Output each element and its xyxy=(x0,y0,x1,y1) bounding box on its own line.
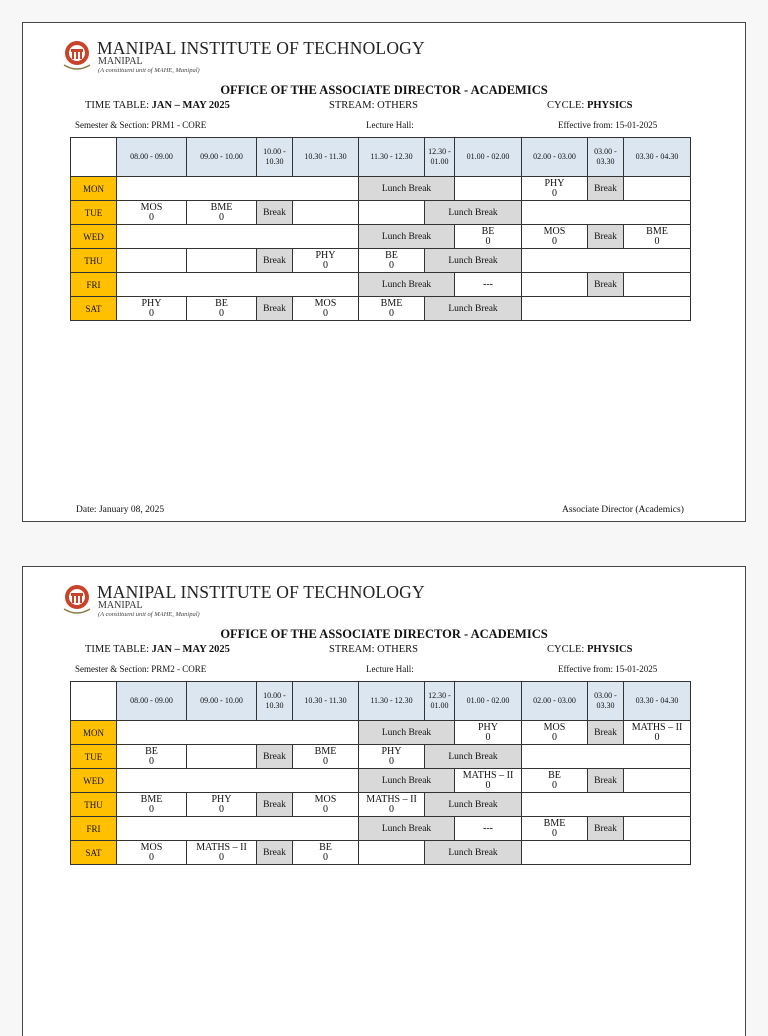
day-label: SAT xyxy=(71,841,117,865)
empty-cell xyxy=(522,841,691,865)
break-cell: Break xyxy=(588,273,624,297)
table-row xyxy=(71,177,691,201)
lunch-break-cell: Lunch Break xyxy=(425,841,522,865)
slot-header: 12.30 - 01.00 xyxy=(425,682,455,721)
class-cell: BME 0 xyxy=(293,745,359,769)
empty-cell xyxy=(522,297,691,321)
lunch-break-cell: Lunch Break xyxy=(359,225,455,249)
day-label: TUE xyxy=(71,201,117,225)
break-cell: Break xyxy=(257,297,293,321)
empty-cell xyxy=(187,249,257,273)
class-cell: PHY 0 xyxy=(117,297,187,321)
class-cell: BE 0 xyxy=(187,297,257,321)
stream-label: STREAM: OTHERS xyxy=(329,100,418,111)
class-cell: MATHS – II 0 xyxy=(359,793,425,817)
table-row xyxy=(71,745,691,769)
table-row xyxy=(71,841,691,865)
slot-header: 03.00 - 03.30 xyxy=(588,138,624,177)
institute-note: (A constituent unit of MAHE, Manipal) xyxy=(98,611,200,618)
class-cell: BE 0 xyxy=(522,769,588,793)
break-cell: Break xyxy=(588,817,624,841)
lunch-break-cell: Lunch Break xyxy=(425,745,522,769)
slot-header: 01.00 - 02.00 xyxy=(455,682,522,721)
class-cell: PHY 0 xyxy=(293,249,359,273)
institute-header xyxy=(61,583,425,623)
break-cell: Break xyxy=(257,793,293,817)
break-cell: Break xyxy=(257,841,293,865)
institute-header xyxy=(61,39,425,79)
class-cell: PHY 0 xyxy=(522,177,588,201)
table-row xyxy=(71,721,691,745)
empty-cell xyxy=(522,273,588,297)
day-label: MON xyxy=(71,177,117,201)
lunch-break-cell: Lunch Break xyxy=(359,721,455,745)
slot-header: 03.30 - 04.30 xyxy=(624,682,691,721)
slot-header: 01.00 - 02.00 xyxy=(455,138,522,177)
empty-cell xyxy=(117,177,359,201)
lunch-break-cell: Lunch Break xyxy=(425,793,522,817)
table-row xyxy=(71,225,691,249)
dash-cell: --- xyxy=(455,817,522,841)
empty-cell xyxy=(117,817,359,841)
table-row xyxy=(71,201,691,225)
header-row xyxy=(71,682,691,721)
day-label: SAT xyxy=(71,297,117,321)
class-cell: BME 0 xyxy=(359,297,425,321)
slot-header: 08.00 - 09.00 xyxy=(117,138,187,177)
class-cell: MOS 0 xyxy=(293,297,359,321)
class-cell: PHY 0 xyxy=(359,745,425,769)
slot-header: 09.00 - 10.00 xyxy=(187,138,257,177)
break-cell: Break xyxy=(257,745,293,769)
cycle-label: CYCLE: PHYSICS xyxy=(547,100,633,111)
empty-cell xyxy=(624,817,691,841)
class-cell: BE 0 xyxy=(359,249,425,273)
class-cell: BME 0 xyxy=(187,201,257,225)
table-row xyxy=(71,297,691,321)
corner-cell xyxy=(71,138,117,177)
class-cell: BME 0 xyxy=(117,793,187,817)
class-cell: BME 0 xyxy=(522,817,588,841)
empty-cell xyxy=(117,769,359,793)
lecture-hall: Lecture Hall: xyxy=(366,120,414,130)
lunch-break-cell: Lunch Break xyxy=(359,817,455,841)
cycle-label: CYCLE: PHYSICS xyxy=(547,644,633,655)
effective-date: Effective from: 15-01-2025 xyxy=(558,664,658,674)
institute-name: MANIPAL INSTITUTE OF TECHNOLOGY xyxy=(97,582,425,602)
office-title: OFFICE OF THE ASSOCIATE DIRECTOR - ACADEMICS xyxy=(220,627,548,641)
empty-cell xyxy=(359,841,425,865)
empty-cell xyxy=(293,201,359,225)
day-label: TUE xyxy=(71,745,117,769)
effective-date: Effective from: 15-01-2025 xyxy=(558,120,658,130)
break-cell: Break xyxy=(588,721,624,745)
slot-header: 03.00 - 03.30 xyxy=(588,682,624,721)
timetable-period: TIME TABLE: JAN – MAY 2025 xyxy=(85,644,230,655)
day-label: FRI xyxy=(71,817,117,841)
slot-header: 08.00 - 09.00 xyxy=(117,682,187,721)
office-title: OFFICE OF THE ASSOCIATE DIRECTOR - ACADEMICS xyxy=(220,83,548,97)
header-row xyxy=(71,138,691,177)
timetable-period: TIME TABLE: JAN – MAY 2025 xyxy=(85,100,230,111)
break-cell: Break xyxy=(588,225,624,249)
table-row xyxy=(71,793,691,817)
class-cell: MOS 0 xyxy=(117,201,187,225)
day-label: THU xyxy=(71,249,117,273)
lunch-break-cell: Lunch Break xyxy=(425,201,522,225)
day-label: FRI xyxy=(71,273,117,297)
table-row xyxy=(71,249,691,273)
institute-name: MANIPAL INSTITUTE OF TECHNOLOGY xyxy=(97,38,425,58)
class-cell: MOS 0 xyxy=(293,793,359,817)
empty-cell xyxy=(624,273,691,297)
dash-cell: --- xyxy=(455,273,522,297)
institute-note: (A constituent unit of MAHE, Manipal) xyxy=(98,67,200,74)
timetable-page-2 xyxy=(22,566,746,1036)
issue-date: Date: January 08, 2025 xyxy=(76,505,165,515)
table-row xyxy=(71,769,691,793)
slot-header: 11.30 - 12.30 xyxy=(359,682,425,721)
institute-logo-icon xyxy=(61,583,93,617)
lunch-break-cell: Lunch Break xyxy=(359,273,455,297)
empty-cell xyxy=(117,225,359,249)
empty-cell xyxy=(522,793,691,817)
timetable-page-1 xyxy=(22,22,746,522)
day-label: MON xyxy=(71,721,117,745)
lunch-break-cell: Lunch Break xyxy=(425,297,522,321)
break-cell: Break xyxy=(257,201,293,225)
slot-header: 02.00 - 03.00 xyxy=(522,682,588,721)
table-row xyxy=(71,817,691,841)
lunch-break-cell: Lunch Break xyxy=(359,769,455,793)
institute-subname: MANIPAL xyxy=(98,56,143,67)
class-cell: BE 0 xyxy=(293,841,359,865)
class-cell: MOS 0 xyxy=(522,721,588,745)
class-cell: BE 0 xyxy=(455,225,522,249)
break-cell: Break xyxy=(588,177,624,201)
empty-cell xyxy=(187,745,257,769)
class-cell: MATHS – II 0 xyxy=(624,721,691,745)
class-cell: MATHS – II 0 xyxy=(187,841,257,865)
empty-cell xyxy=(359,201,425,225)
class-cell: MOS 0 xyxy=(522,225,588,249)
lunch-break-cell: Lunch Break xyxy=(359,177,455,201)
semester-section: Semester & Section: PRM1 - CORE xyxy=(75,120,207,130)
day-label: WED xyxy=(71,225,117,249)
class-cell: BME 0 xyxy=(624,225,691,249)
slot-header: 10.00 - 10.30 xyxy=(257,138,293,177)
empty-cell xyxy=(117,273,359,297)
signatory: Associate Director (Academics) xyxy=(562,505,684,515)
lecture-hall: Lecture Hall: xyxy=(366,664,414,674)
class-cell: PHY 0 xyxy=(455,721,522,745)
slot-header: 11.30 - 12.30 xyxy=(359,138,425,177)
slot-header: 10.00 - 10.30 xyxy=(257,682,293,721)
lunch-break-cell: Lunch Break xyxy=(425,249,522,273)
empty-cell xyxy=(522,745,691,769)
class-cell: MOS 0 xyxy=(117,841,187,865)
timetable-grid xyxy=(70,137,691,321)
slot-header: 03.30 - 04.30 xyxy=(624,138,691,177)
timetable-grid xyxy=(70,681,691,865)
slot-header: 12.30 - 01.00 xyxy=(425,138,455,177)
class-cell: BE 0 xyxy=(117,745,187,769)
class-cell: PHY 0 xyxy=(187,793,257,817)
table-row xyxy=(71,273,691,297)
stream-label: STREAM: OTHERS xyxy=(329,644,418,655)
day-label: THU xyxy=(71,793,117,817)
day-label: WED xyxy=(71,769,117,793)
empty-cell xyxy=(624,769,691,793)
institute-subname: MANIPAL xyxy=(98,600,143,611)
slot-header: 10.30 - 11.30 xyxy=(293,138,359,177)
slot-header: 09.00 - 10.00 xyxy=(187,682,257,721)
class-cell: MATHS – II 0 xyxy=(455,769,522,793)
empty-cell xyxy=(624,177,691,201)
empty-cell xyxy=(117,721,359,745)
corner-cell xyxy=(71,682,117,721)
semester-section: Semester & Section: PRM2 - CORE xyxy=(75,664,207,674)
break-cell: Break xyxy=(588,769,624,793)
institute-logo-icon xyxy=(61,39,93,73)
slot-header: 10.30 - 11.30 xyxy=(293,682,359,721)
empty-cell xyxy=(455,177,522,201)
slot-header: 02.00 - 03.00 xyxy=(522,138,588,177)
empty-cell xyxy=(117,249,187,273)
break-cell: Break xyxy=(257,249,293,273)
empty-cell xyxy=(522,201,691,225)
empty-cell xyxy=(522,249,691,273)
